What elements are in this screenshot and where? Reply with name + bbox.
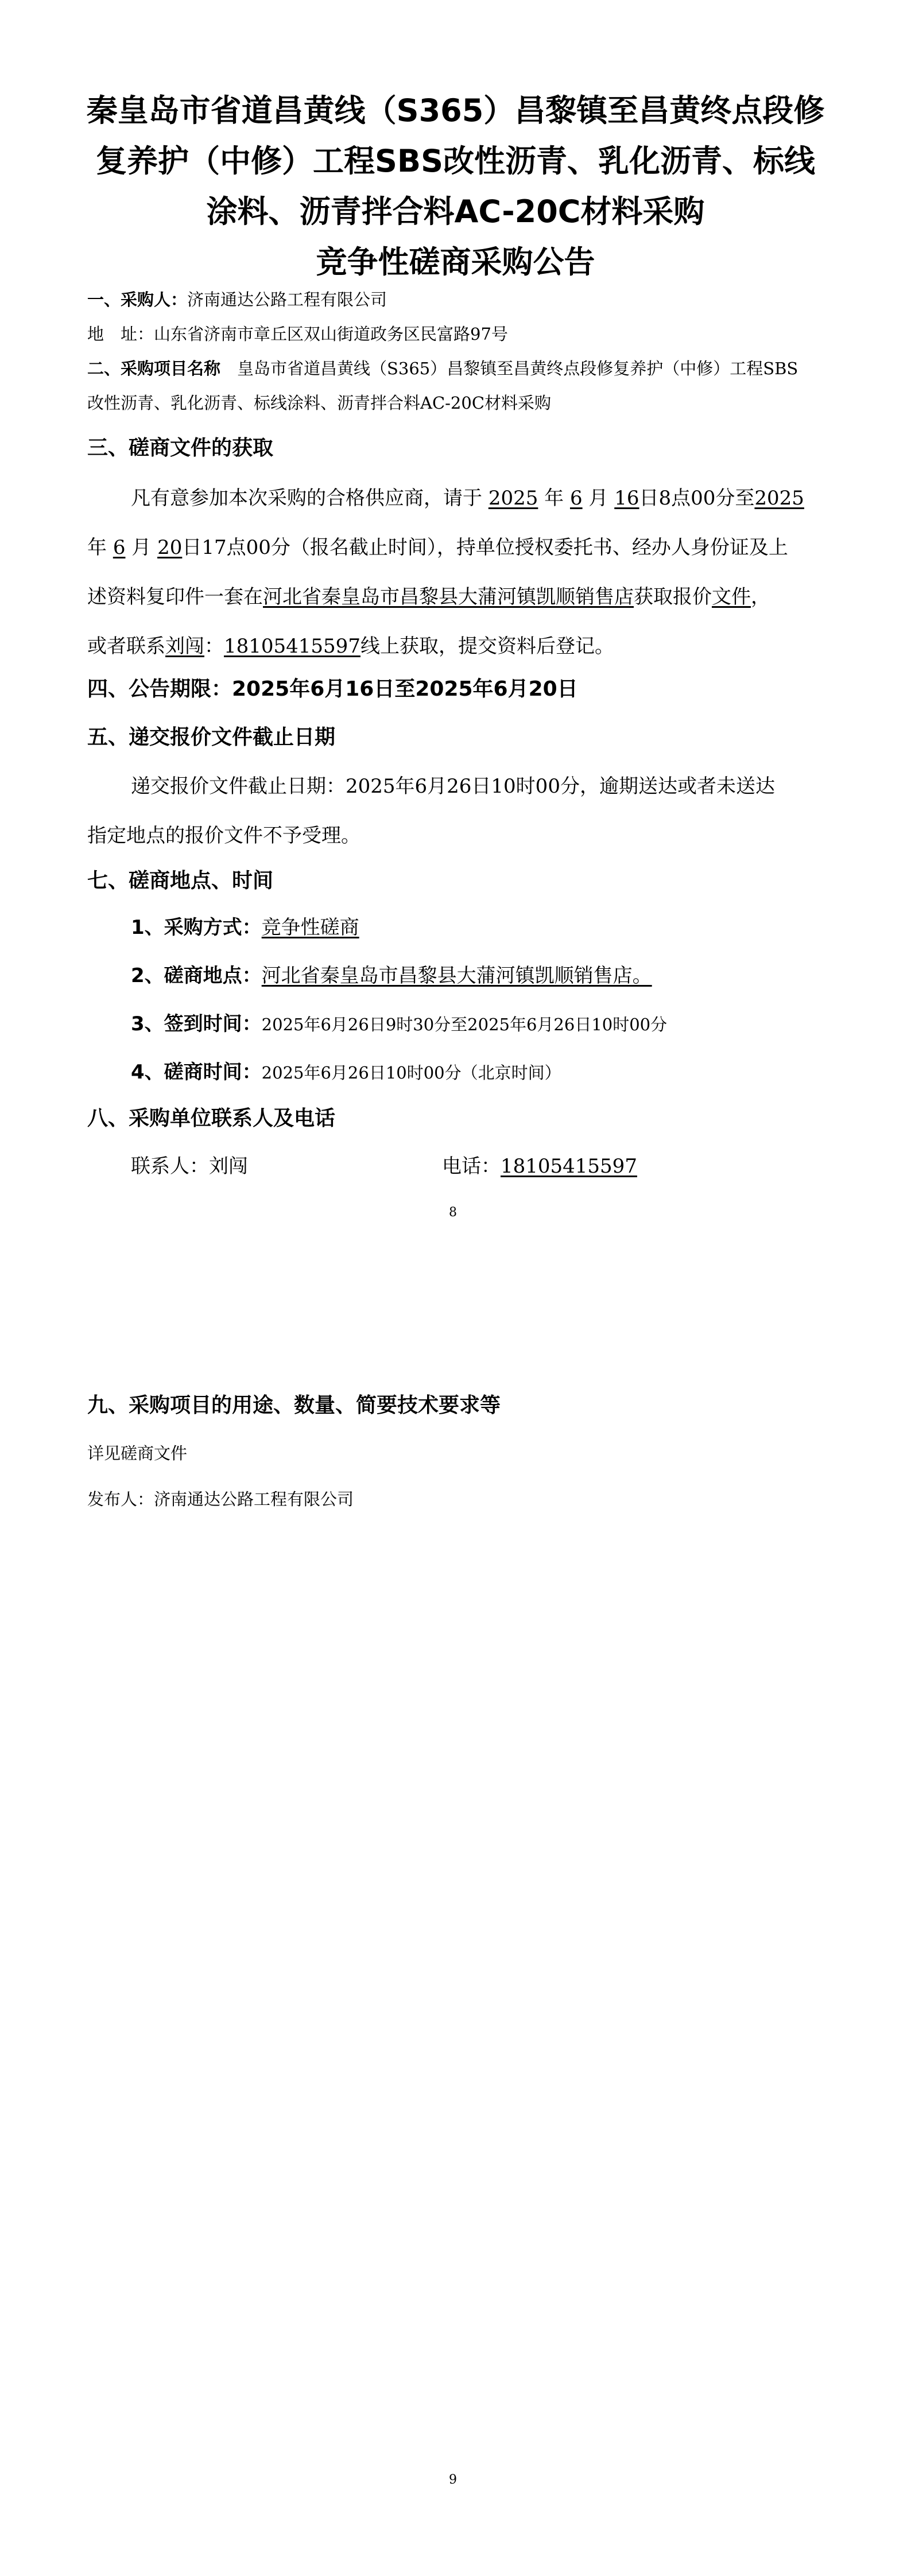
s3-phone: 18105415597: [224, 635, 360, 658]
item-purchase-method: [131, 911, 359, 940]
item-2-label: 2、磋商地点：: [131, 964, 262, 987]
address-value: 山东省济南市章丘区双山街道政务区民富路97号: [154, 324, 508, 344]
section-4-heading: 四、公告期限：2025年6月16日至2025年6月20日: [87, 677, 578, 701]
publisher: 发布人：济南通达公路工程有限公司: [87, 1489, 354, 1509]
s3-deadline-text: 日17点00分（报名截止时间），持单位授权委托书、经办人身份证及上: [182, 536, 788, 559]
project-name-row: [87, 356, 798, 379]
contact-person: [131, 1150, 248, 1178]
project-name-label: 二、采购项目名称: [87, 359, 221, 378]
s3-colon: ：: [204, 635, 224, 658]
section-3-line-1: [131, 482, 804, 510]
phone-label: 电话：: [442, 1155, 501, 1178]
contact-value: 刘闯: [209, 1155, 248, 1178]
section-5-line-1: 递交报价文件截止日期：2025年6月26日10时00分，逾期送达或者未送达: [131, 775, 775, 798]
title-line-2: 复养护（中修）工程SBS改性沥青、乳化沥青、标线: [96, 143, 815, 179]
s3-month2: 6: [113, 536, 126, 559]
project-name-value-1: 皇岛市省道昌黄线（S365）昌黎镇至昌黄终点段修复养护（中修）工程SBS: [237, 359, 798, 378]
section-3-line-3: [87, 581, 770, 609]
address-label: 地 址：: [87, 324, 154, 344]
item-3-value: 2025年6月26日9时30分至2025年6月26日10时00分: [261, 1015, 668, 1034]
section-3-line-2: [87, 532, 788, 560]
address-row: [87, 321, 508, 345]
title-line-1: 秦皇岛市省道昌黄线（S365）昌黎镇至昌黄终点段修: [86, 92, 825, 129]
purchaser-value: 济南通达公路工程有限公司: [187, 290, 387, 309]
s3-day1: 16: [614, 487, 639, 510]
detail-note: 详见磋商文件: [87, 1444, 188, 1463]
item-4-label: 4、磋商时间：: [131, 1061, 262, 1084]
purchaser-label: 一、采购人：: [87, 290, 188, 309]
item-1-label: 1、采购方式：: [131, 916, 262, 939]
s3-day2: 20: [157, 536, 183, 559]
page-number-2: 9: [449, 2473, 457, 2487]
project-name-value-2: 改性沥青、乳化沥青、标线涂料、沥青拌合料AC-20C材料采购: [87, 393, 552, 413]
item-negotiation-place: [131, 960, 652, 988]
s3-year2: 2025: [754, 487, 804, 510]
page-number: 8: [449, 1205, 457, 1220]
item-4-value: 2025年6月26日10时00分（北京时间）: [261, 1063, 561, 1083]
section-5-line-2: 指定地点的报价文件不予受理。: [87, 824, 360, 847]
section-5-heading: 五、递交报价文件截止日期: [87, 726, 336, 749]
s3-month-unit-2: 月: [131, 536, 152, 559]
s3-month-unit: 月: [588, 487, 608, 510]
s3-text-3c: ，: [751, 585, 770, 608]
s3-text-3b: 获取报价: [634, 585, 712, 608]
s3-month1: 6: [569, 487, 583, 510]
contact-label: 联系人：: [131, 1155, 209, 1178]
section-3-heading: 三、磋商文件的获取: [87, 436, 274, 460]
section-8-heading: 八、采购单位联系人及电话: [87, 1107, 336, 1130]
title-line-4: 竞争性磋商采购公告: [316, 244, 595, 280]
s3-text-3a: 述资料复印件一套在: [87, 585, 263, 608]
s3-doc-word: 文件: [712, 585, 751, 608]
title-line-3: 涂料、沥青拌合料AC-20C材料采购: [206, 193, 705, 230]
s3-text-4c: 线上获取，提交资料后登记。: [360, 635, 614, 658]
contact-phone: [442, 1150, 637, 1178]
s3-time-text: 日8点00分至: [639, 487, 755, 510]
s3-place: 河北省秦皇岛市昌黎县大蒲河镇凯顺销售店: [263, 585, 634, 608]
purchaser-row: [87, 287, 387, 311]
s3-contact: 刘闯: [165, 635, 204, 658]
phone-value: 18105415597: [501, 1155, 637, 1178]
s3-text-4a: 或者联系: [87, 635, 165, 658]
item-negotiation-time: [131, 1056, 561, 1084]
item-2-value: 河北省秦皇岛市昌黎县大蒲河镇凯顺销售店。: [261, 964, 652, 987]
s3-year-unit: 年: [544, 487, 564, 510]
s3-year1: 2025: [488, 487, 538, 510]
item-3-label: 3、签到时间：: [131, 1012, 262, 1035]
section-3-line-4: [87, 630, 614, 658]
section-9-heading: 九、采购项目的用途、数量、简要技术要求等: [87, 1394, 501, 1417]
item-signin-time: [131, 1008, 667, 1036]
s3-year-unit-2: 年: [87, 536, 107, 559]
section-7-heading: 七、磋商地点、时间: [87, 869, 274, 893]
s3-text: 凡有意参加本次采购的合格供应商，请于: [131, 487, 482, 510]
item-1-value: 竞争性磋商: [261, 916, 359, 939]
